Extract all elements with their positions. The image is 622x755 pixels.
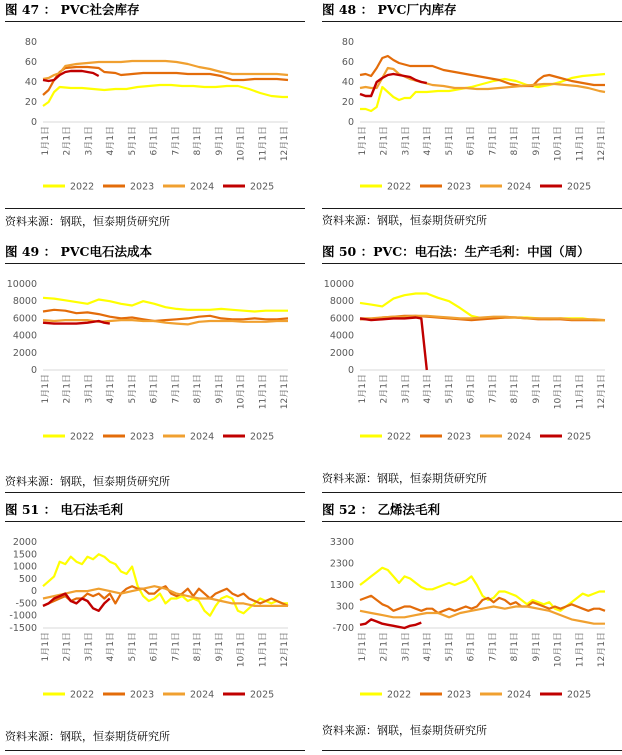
x-tick-label: 4月1日 (423, 632, 434, 662)
source-rule (5, 750, 305, 751)
source-note: 资料来源：钢联，恒泰期货研究所 (322, 214, 487, 227)
y-tick-label: 0 (30, 365, 37, 376)
legend-label-2023: 2023 (447, 689, 472, 701)
source-rule (322, 492, 622, 493)
x-tick-label: 7月1日 (488, 126, 499, 156)
chart-title: 图 50 ：PVC：电石法：生产毛利：中国（周） (322, 244, 590, 259)
x-tick-label: 3月1日 (401, 374, 412, 404)
x-tick-label: 2月1日 (62, 126, 73, 156)
x-tick-label: 9月1日 (531, 374, 542, 404)
series-line-2022 (360, 568, 605, 611)
legend-label-2022: 2022 (387, 181, 412, 193)
x-tick-label: 12月1日 (597, 126, 607, 162)
title-rule (5, 21, 305, 22)
x-tick-label: 7月1日 (171, 126, 182, 156)
series-line-2025 (360, 318, 427, 371)
x-tick-label: 5月1日 (444, 374, 455, 404)
x-tick-label: 4月1日 (106, 374, 117, 404)
x-tick-label: 11月1日 (258, 632, 269, 668)
legend-label-2025: 2025 (250, 181, 275, 193)
line-chart (322, 524, 622, 724)
x-tick-label: 3月1日 (84, 374, 95, 404)
chart-panel-51 (5, 500, 305, 755)
legend-label-2023: 2023 (130, 689, 155, 701)
legend-label-2022: 2022 (387, 431, 412, 443)
y-tick-label: 2300 (329, 558, 354, 570)
x-tick-label: 6月1日 (466, 632, 477, 662)
y-tick-label: 500 (18, 573, 37, 585)
x-tick-label: 8月1日 (510, 126, 521, 156)
title-rule (5, 521, 305, 522)
legend-label-2025: 2025 (567, 689, 592, 701)
line-chart (322, 24, 622, 204)
x-tick-label: 3月1日 (401, 126, 412, 156)
y-tick-label: -1500 (9, 623, 37, 634)
x-tick-label: 3月1日 (84, 632, 95, 662)
x-tick-label: 5月1日 (127, 374, 138, 404)
y-tick-label: 20 (341, 97, 354, 108)
x-tick-label: 1月1日 (41, 374, 51, 404)
y-tick-label: 60 (341, 57, 354, 68)
y-tick-label: 80 (341, 37, 354, 48)
title-rule (322, 263, 622, 264)
y-tick-label: -700 (332, 623, 354, 634)
x-tick-label: 2月1日 (379, 632, 390, 662)
x-tick-label: 6月1日 (149, 632, 160, 662)
legend-label-2024: 2024 (190, 689, 215, 701)
y-tick-label: 1300 (329, 580, 354, 591)
x-tick-label: 6月1日 (466, 374, 477, 404)
x-tick-label: 5月1日 (127, 632, 138, 662)
y-tick-label: 4000 (12, 330, 37, 342)
x-tick-label: 10月1日 (236, 374, 247, 410)
source-note: 资料来源：钢联，恒泰期货研究所 (5, 730, 170, 743)
y-tick-label: 6000 (329, 313, 354, 325)
title-rule (322, 21, 622, 22)
legend-label-2024: 2024 (507, 689, 532, 701)
chart-title: 图 48 ： PVC厂内库存 (322, 2, 457, 17)
x-tick-label: 2月1日 (62, 632, 73, 662)
legend-label-2025: 2025 (567, 431, 592, 443)
y-tick-label: 8000 (12, 296, 37, 308)
legend-label-2022: 2022 (387, 689, 412, 701)
x-tick-label: 12月1日 (597, 374, 607, 410)
x-tick-label: 11月1日 (258, 126, 269, 162)
x-tick-label: 5月1日 (444, 632, 455, 662)
x-tick-label: 7月1日 (488, 374, 499, 404)
x-tick-label: 9月1日 (531, 632, 542, 662)
x-tick-label: 7月1日 (488, 632, 499, 662)
y-tick-label: 4000 (329, 330, 354, 342)
y-tick-label: 40 (341, 77, 354, 88)
y-tick-label: 0 (347, 365, 354, 376)
x-tick-label: 11月1日 (575, 126, 586, 162)
y-tick-label: 10000 (323, 279, 354, 290)
y-tick-label: 6000 (12, 313, 37, 325)
legend-label-2023: 2023 (130, 181, 155, 193)
x-tick-label: 8月1日 (193, 632, 204, 662)
y-tick-label: 300 (335, 601, 354, 613)
x-tick-label: 1月1日 (41, 126, 51, 156)
chart-panel-49 (5, 242, 305, 492)
source-rule (322, 208, 622, 209)
x-tick-label: 7月1日 (171, 632, 182, 662)
x-tick-label: 9月1日 (214, 374, 225, 404)
y-tick-label: 2000 (329, 347, 354, 359)
source-note: 资料来源：钢联，恒泰期货研究所 (322, 472, 487, 485)
x-tick-label: 8月1日 (510, 632, 521, 662)
legend-label-2022: 2022 (70, 181, 95, 193)
series-line-2025 (360, 619, 421, 628)
x-tick-label: 12月1日 (280, 374, 290, 410)
x-tick-label: 12月1日 (597, 632, 607, 668)
chart-panel-48 (322, 0, 622, 230)
y-tick-label: 0 (30, 117, 37, 128)
y-tick-label: 0 (347, 117, 354, 128)
x-tick-label: 4月1日 (423, 374, 434, 404)
x-tick-label: 10月1日 (236, 126, 247, 162)
x-tick-label: 1月1日 (358, 374, 368, 404)
legend-label-2023: 2023 (130, 431, 155, 443)
line-chart (5, 266, 305, 466)
source-rule (5, 492, 305, 493)
legend-label-2023: 2023 (447, 181, 472, 193)
x-tick-label: 1月1日 (41, 632, 51, 662)
legend-label-2024: 2024 (507, 431, 532, 443)
y-tick-label: 10000 (6, 279, 37, 290)
y-tick-label: 20 (24, 97, 37, 108)
x-tick-label: 11月1日 (575, 374, 586, 410)
x-tick-label: 4月1日 (106, 126, 117, 156)
chart-panel-52 (322, 500, 622, 755)
x-tick-label: 11月1日 (575, 632, 586, 668)
x-tick-label: 5月1日 (444, 126, 455, 156)
y-tick-label: 1000 (12, 561, 37, 573)
chart-title: 图 51 ： 电石法毛利 (5, 502, 123, 517)
y-tick-label: 80 (24, 37, 37, 48)
x-tick-label: 8月1日 (193, 374, 204, 404)
y-tick-label: 1500 (12, 549, 37, 561)
title-rule (5, 263, 305, 264)
y-tick-label: 0 (30, 586, 37, 598)
legend-label-2024: 2024 (190, 181, 215, 193)
line-chart (322, 266, 622, 466)
legend-label-2022: 2022 (70, 689, 95, 701)
line-chart (5, 524, 305, 724)
y-tick-label: 8000 (329, 296, 354, 308)
legend-label-2023: 2023 (447, 431, 472, 443)
source-rule (5, 208, 305, 209)
x-tick-label: 1月1日 (358, 632, 368, 662)
chart-title: 图 49 ： PVC电石法成本 (5, 244, 152, 259)
x-tick-label: 12月1日 (280, 632, 290, 668)
y-tick-label: 60 (24, 57, 37, 68)
x-tick-label: 5月1日 (127, 126, 138, 156)
x-tick-label: 8月1日 (510, 374, 521, 404)
y-tick-label: 40 (24, 77, 37, 88)
legend-label-2025: 2025 (567, 181, 592, 193)
x-tick-label: 12月1日 (280, 126, 290, 162)
x-tick-label: 2月1日 (62, 374, 73, 404)
chart-title: 图 52 ： 乙烯法毛利 (322, 502, 440, 517)
x-tick-label: 7月1日 (171, 374, 182, 404)
legend-label-2024: 2024 (190, 431, 215, 443)
series-line-2022 (43, 298, 288, 312)
x-tick-label: 4月1日 (106, 632, 117, 662)
x-tick-label: 6月1日 (149, 126, 160, 156)
x-tick-label: 9月1日 (214, 632, 225, 662)
x-tick-label: 11月1日 (258, 374, 269, 410)
x-tick-label: 3月1日 (84, 126, 95, 156)
series-line-2022 (43, 85, 288, 106)
x-tick-label: 8月1日 (193, 126, 204, 156)
x-tick-label: 9月1日 (531, 126, 542, 156)
legend-label-2022: 2022 (70, 431, 95, 443)
legend-label-2025: 2025 (250, 689, 275, 701)
title-rule (322, 521, 622, 522)
legend-label-2024: 2024 (507, 181, 532, 193)
x-tick-label: 4月1日 (423, 126, 434, 156)
chart-panel-47 (5, 0, 305, 230)
x-tick-label: 10月1日 (553, 126, 564, 162)
y-tick-label: 2000 (12, 537, 37, 548)
source-rule (322, 750, 622, 751)
x-tick-label: 2月1日 (379, 374, 390, 404)
legend-label-2025: 2025 (250, 431, 275, 443)
x-tick-label: 3月1日 (401, 632, 412, 662)
source-note: 资料来源：钢联，恒泰期货研究所 (5, 475, 170, 488)
x-tick-label: 10月1日 (553, 374, 564, 410)
source-note: 资料来源：钢联，恒泰期货研究所 (5, 215, 170, 228)
x-tick-label: 10月1日 (553, 632, 564, 668)
x-tick-label: 6月1日 (466, 126, 477, 156)
x-tick-label: 10月1日 (236, 632, 247, 668)
series-line-2022 (43, 554, 288, 615)
x-tick-label: 9月1日 (214, 126, 225, 156)
chart-panel-50 (322, 242, 622, 492)
x-tick-label: 6月1日 (149, 374, 160, 404)
y-tick-label: 2000 (12, 347, 37, 359)
chart-title: 图 47 ： PVC社会库存 (5, 2, 140, 17)
x-tick-label: 1月1日 (358, 126, 368, 156)
line-chart (5, 24, 305, 204)
x-tick-label: 2月1日 (379, 126, 390, 156)
y-tick-label: -500 (15, 598, 37, 610)
y-tick-label: -1000 (9, 610, 37, 622)
source-note: 资料来源：钢联，恒泰期货研究所 (322, 724, 487, 737)
y-tick-label: 3300 (329, 537, 354, 548)
